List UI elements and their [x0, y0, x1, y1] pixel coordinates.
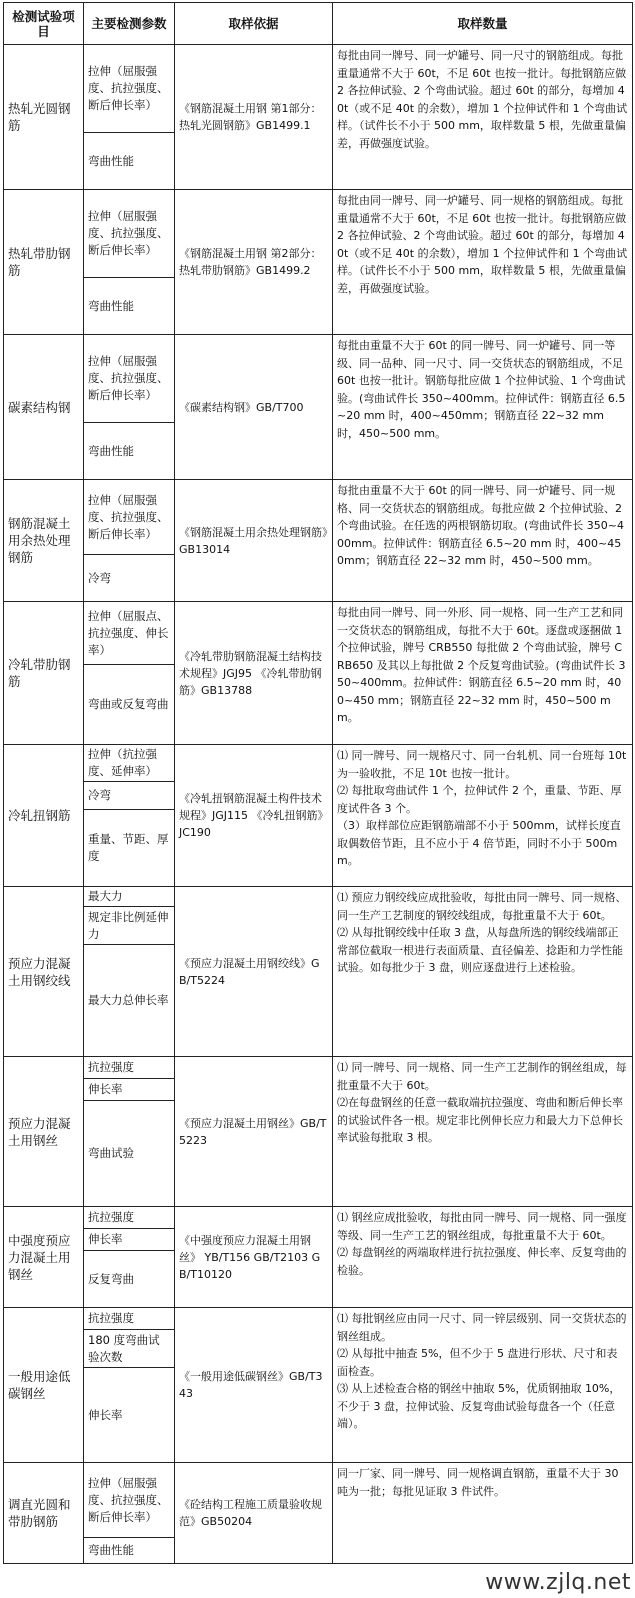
basis-cell: 《砼结构工程施工质量验收规范》GB50204 [175, 1463, 333, 1564]
parameter-cell: 弯曲性能 [84, 133, 175, 190]
quantity-cell [333, 1057, 633, 1207]
test-item-cell: 一般用途低碳钢丝 [4, 1308, 84, 1463]
parameter-cell: 拉伸（屈服强度、抗拉强度、断后伸长率） [84, 335, 175, 423]
parameter-cell: 弯曲性能 [84, 423, 175, 480]
sampling-table [3, 2, 633, 1564]
table-row [4, 1308, 633, 1330]
test-item-cell: 冷轧带肋钢筋 [4, 602, 84, 745]
table-row [4, 1463, 633, 1538]
quantity-paragraph: ⑵ 从每批钢绞线中任取 3 盘，从每盘所选的钢绞线端部正常部位截取一根进行表面质量、直径偏差、捻距和力学性能试验。如每批少于 3 盘，则应逐盘进行上述检验。 [337, 926, 623, 974]
basis-cell: 《冷轧带肋钢筋混凝土结构技术规程》JGJ95 《冷轧带肋钢筋》GB13788 [175, 602, 333, 745]
test-item-cell: 碳素结构钢 [4, 335, 84, 480]
header-qty: 取样数量 [333, 3, 633, 45]
watermark: www.zjlq.net [485, 1570, 631, 1595]
parameter-cell: 规定非比例延伸力 [84, 907, 175, 945]
test-item-cell: 热轧带肋钢筋 [4, 190, 84, 335]
basis-cell: 《钢筋混凝土用钢 第2部分：热轧带肋钢筋》GB1499.2 [175, 190, 333, 335]
basis-cell: 《冷轧扭钢筋混凝土构件技术规程》JGJ115 《冷轧扭钢筋》JC190 [175, 745, 333, 887]
basis-cell: 《预应力混凝土用钢丝》GB/T5223 [175, 1057, 333, 1207]
header-basis: 取样依据 [175, 3, 333, 45]
table-row [4, 602, 633, 665]
test-item-cell: 冷轧扭钢筋 [4, 745, 84, 887]
quantity-paragraph: 每批由重量不大于 60t 的同一牌号、同一炉罐号、同一规格、同一交货状态的钢筋组成。每批应做 2 个拉伸试验、2 个弯曲试验。在任选的两根钢筋切取。(弯曲试件长 350~400mm。拉伸试件：钢筋直径 6.5~20 mm 时，400~450mm；钢筋直径 22~32 mm 时，450~500 mm。 [337, 484, 624, 567]
basis-cell: 《碳素结构钢》GB/T700 [175, 335, 333, 480]
table-row [4, 887, 633, 907]
quantity-paragraph: 同一厂家、同一牌号、同一规格调直钢筋，重量不大于 30 吨为一批；每批见证取 3 件试件。 [337, 1467, 619, 1498]
parameter-cell: 反复弯曲 [84, 1251, 175, 1308]
header-row [4, 3, 633, 45]
quantity-paragraph: ⑶ 从上述检查合格的钢丝中抽取 5%，优质钢抽取 10%，不少于 3 盘，拉伸试验、反复弯曲试验每盘各一个（任意端）。 [337, 1382, 621, 1430]
test-item-cell: 热轧光圆钢筋 [4, 45, 84, 190]
quantity-cell [333, 480, 633, 602]
quantity-paragraph: 每批由同一牌号、同一炉罐号、同一规格的钢筋组成。每批重量通常不大于 60t，不足 60t 也按一批计。每批钢筋应做 2 各拉伸试验、2 个弯曲试验。超过 60t 的部分，每增加 40t（或不足 40t 的余数），增加 1 个拉伸试件和 1 个弯曲试样。（试件长不小于 500 mm，取样数量 5 根，先做重量偏差，再做强度试验。 [337, 194, 628, 295]
parameter-cell: 拉伸（屈服点、抗拉强度、伸长率） [84, 602, 175, 665]
parameter-cell: 弯曲试验 [84, 1101, 175, 1207]
basis-cell: 《钢筋混凝土用钢 第1部分：热轧光圆钢筋》GB1499.1 [175, 45, 333, 190]
parameter-cell: 弯曲或反复弯曲 [84, 665, 175, 745]
quantity-paragraph: （3）取样部位应距钢筋端部不小于 500mm，试样长度直取偶数倍节距，且不应小于 4 倍节距，同时不小于 500mm。 [337, 819, 621, 867]
quantity-paragraph: 每批由同一牌号、同一炉罐号、同一尺寸的钢筋组成。每批重量通常不大于 60t，不足 60t 也按一批计。每批钢筋应做 2 各拉伸试验、2 个弯曲试验。超过 60t 的部分，每增加 40t（或不足 40t 的余数），增加 1 个拉伸试件和 1 个弯曲试样。（试件长不小于 500 mm，取样数量 5 根，先做重量偏差，再做强度试验。 [337, 49, 628, 150]
quantity-cell [333, 602, 633, 745]
quantity-paragraph: 每批由重量不大于 60t 的同一牌号、同一炉罐号、同一等级、同一品种、同一尺寸、同一交货状态的钢筋组成，不足 60t 也按一批计。钢筋每批应做 1 个拉伸试验、1 个弯曲试验。(弯曲试件长 350~400mm。拉伸试件：钢筋直径 6.5~20 mm 时，400~450mm；钢筋直径 22~32 mm 时，450~500 mm。 [337, 339, 626, 440]
basis-cell: 《钢筋混凝土用余热处理钢筋》GB13014 [175, 480, 333, 602]
quantity-cell [333, 335, 633, 480]
parameter-cell: 抗拉强度 [84, 1207, 175, 1229]
parameter-cell: 拉伸（屈服强度、抗拉强度、断后伸长率） [84, 1463, 175, 1538]
quantity-paragraph: ⑴ 钢丝应成批验收，每批由同一牌号、同一规格、同一强度等级、同一生产工艺的钢丝组成，每批重量不大于 60t。 [337, 1211, 627, 1242]
parameter-cell: 冷弯 [84, 782, 175, 810]
header-item: 检测试验项目 [4, 3, 84, 45]
quantity-cell [333, 1308, 633, 1463]
test-item-cell: 调直光圆和带肋钢筋 [4, 1463, 84, 1564]
parameter-cell: 拉伸（屈服强度、抗拉强度、断后伸长率） [84, 190, 175, 278]
table-row [4, 480, 633, 555]
quantity-cell [333, 1207, 633, 1308]
parameter-cell: 伸长率 [84, 1368, 175, 1463]
quantity-cell [333, 1463, 633, 1564]
parameter-cell: 拉伸（屈服强度、抗拉强度、断后伸长率） [84, 45, 175, 133]
parameter-cell: 弯曲性能 [84, 278, 175, 335]
parameter-cell: 最大力 [84, 887, 175, 907]
basis-cell: 《中强度预应力混凝土用钢丝》 YB/T156 GB/T2103 GB/T10120 [175, 1207, 333, 1308]
quantity-paragraph: ⑵ 每批取弯曲试件 1 个，拉伸试件 2 个，重量、节距、厚度试件各 3 个。 [337, 784, 622, 815]
test-item-cell: 钢筋混凝土用余热处理钢筋 [4, 480, 84, 602]
quantity-paragraph: ⑴ 同一牌号、同一规格、同一生产工艺制作的钢丝组成，每批重量不大于 60t。 [337, 1061, 627, 1092]
test-item-cell: 预应力混凝土用钢绞线 [4, 887, 84, 1057]
parameter-cell: 重量、节距、厚度 [84, 810, 175, 887]
table-row [4, 1207, 633, 1229]
header-param: 主要检测参数 [84, 3, 175, 45]
quantity-cell [333, 745, 633, 887]
quantity-paragraph: ⑵ 每盘钢丝的两端取样进行抗拉强度、伸长率、反复弯曲的检验。 [337, 1246, 627, 1277]
table-row [4, 190, 633, 278]
parameter-cell: 抗拉强度 [84, 1057, 175, 1079]
parameter-cell: 最大力总伸长率 [84, 945, 175, 1057]
quantity-paragraph: ⑵ 从每批中抽查 5%，但不少于 5 盘进行形状、尺寸和表面检查。 [337, 1347, 618, 1378]
parameter-cell: 弯曲性能 [84, 1538, 175, 1564]
table-row [4, 45, 633, 133]
quantity-paragraph: 每批由同一牌号、同一外形、同一规格、同一生产工艺和同一交货状态的钢筋组成，每批不大于 60t。逐盘或逐捆做 1 个拉伸试验，牌号 CRB550 每批做 2 个弯曲试验，牌号 CRB650 及其以上每批做 2 个反复弯曲试验。(弯曲试件长 350~400mm。拉伸试件：钢筋直径 6.5~20 mm 时，400~450 mm；钢筋直径 22~32 mm 时，450~500 mm。 [337, 606, 626, 724]
test-item-cell: 预应力混凝土用钢丝 [4, 1057, 84, 1207]
parameter-cell: 拉伸（屈服强度、抗拉强度、断后伸长率） [84, 480, 175, 555]
test-item-cell: 中强度预应力混凝土用钢丝 [4, 1207, 84, 1308]
quantity-cell [333, 45, 633, 190]
parameter-cell: 伸长率 [84, 1079, 175, 1101]
quantity-paragraph: ⑴ 预应力钢绞线应成批验收，每批由同一牌号、同一规格、同一生产工艺制度的钢绞线组成，每批重量不大于 60t。 [337, 891, 627, 922]
table-body [4, 45, 633, 1564]
quantity-paragraph: ⑴ 每批钢丝应由同一尺寸、同一锌层级别、同一交货状态的钢丝组成。 [337, 1312, 627, 1343]
parameter-cell: 抗拉强度 [84, 1308, 175, 1330]
quantity-cell [333, 887, 633, 1057]
table-row [4, 1057, 633, 1079]
quantity-paragraph: ⑴ 同一牌号、同一规格尺寸、同一台轧机、同一台班每 10t 为一验收批，不足 10t 也按一批计。 [337, 749, 627, 780]
basis-cell: 《一般用途低碳钢丝》GB/T343 [175, 1308, 333, 1463]
quantity-cell [333, 190, 633, 335]
table-row [4, 335, 633, 423]
quantity-paragraph: ⑵在每盘钢丝的任意一截取端抗拉强度、弯曲和断后伸长率的试验试件各一根。规定非比例伸长应力和最大力下总伸长率试验每批取 3 根。 [337, 1096, 623, 1144]
table-row [4, 745, 633, 782]
parameter-cell: 拉伸（抗拉强度、延伸率） [84, 745, 175, 782]
parameter-cell: 180 度弯曲试验次数 [84, 1330, 175, 1368]
basis-cell: 《预应力混凝土用钢绞线》GB/T5224 [175, 887, 333, 1057]
parameter-cell: 冷弯 [84, 555, 175, 602]
parameter-cell: 伸长率 [84, 1229, 175, 1251]
